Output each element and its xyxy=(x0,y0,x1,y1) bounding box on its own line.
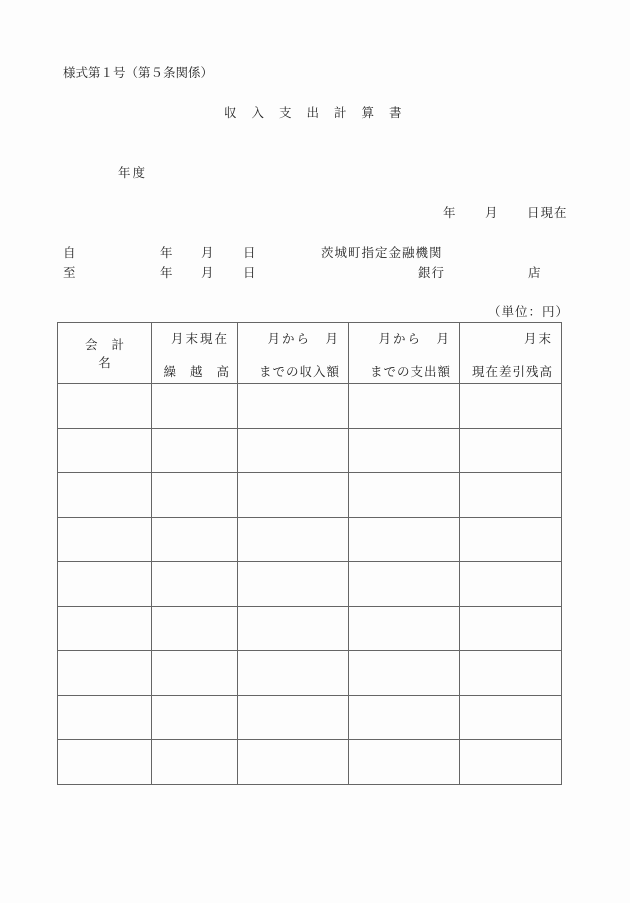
cell-expenditure[interactable] xyxy=(349,695,460,740)
period-from-label: 自 xyxy=(63,245,76,260)
header-balance: 月末 現在差引残高 xyxy=(460,323,562,384)
cell-carried-forward[interactable] xyxy=(152,428,238,473)
cell-expenditure[interactable] xyxy=(349,428,460,473)
header-income: 月から 月 までの収入額 xyxy=(238,323,349,384)
cell-income[interactable] xyxy=(238,606,349,651)
cell-carried-forward[interactable] xyxy=(152,562,238,607)
cell-balance[interactable] xyxy=(460,695,562,740)
table-row xyxy=(58,740,562,785)
cell-income[interactable] xyxy=(238,428,349,473)
cell-account-name[interactable] xyxy=(58,428,152,473)
cell-income[interactable] xyxy=(238,695,349,740)
cell-balance[interactable] xyxy=(460,740,562,785)
cell-carried-forward[interactable] xyxy=(152,517,238,562)
cell-account-name[interactable] xyxy=(58,562,152,607)
period-from-day: 日 xyxy=(243,245,256,260)
cell-balance[interactable] xyxy=(460,473,562,518)
cell-account-name[interactable] xyxy=(58,695,152,740)
period-to-day: 日 xyxy=(243,265,256,280)
cell-income[interactable] xyxy=(238,740,349,785)
cell-carried-forward[interactable] xyxy=(152,384,238,429)
cell-balance[interactable] xyxy=(460,384,562,429)
cell-balance[interactable] xyxy=(460,428,562,473)
cell-expenditure[interactable] xyxy=(349,473,460,518)
cell-account-name[interactable] xyxy=(58,473,152,518)
cell-account-name[interactable] xyxy=(58,606,152,651)
cell-account-name[interactable] xyxy=(58,384,152,429)
cell-income[interactable] xyxy=(238,517,349,562)
period-to-label: 至 xyxy=(63,265,76,280)
period-from-month: 月 xyxy=(201,245,214,260)
table-row xyxy=(58,428,562,473)
cell-carried-forward[interactable] xyxy=(152,606,238,651)
cell-expenditure[interactable] xyxy=(349,651,460,696)
form-number: 様式第１号（第５条関係） xyxy=(63,65,214,80)
cell-account-name[interactable] xyxy=(58,517,152,562)
header-carried-forward: 月末現在 繰越高 xyxy=(152,323,238,384)
cell-account-name[interactable] xyxy=(58,651,152,696)
period-to-year: 年 xyxy=(160,265,173,280)
cell-income[interactable] xyxy=(238,651,349,696)
cell-carried-forward[interactable] xyxy=(152,651,238,696)
table-header-row xyxy=(58,323,562,384)
cell-expenditure[interactable] xyxy=(349,517,460,562)
cell-income[interactable] xyxy=(238,384,349,429)
cell-balance[interactable] xyxy=(460,517,562,562)
period-from-year: 年 xyxy=(160,245,173,260)
table-row xyxy=(58,562,562,607)
cell-carried-forward[interactable] xyxy=(152,473,238,518)
table-row xyxy=(58,384,562,429)
cell-expenditure[interactable] xyxy=(349,384,460,429)
document-title: 収入支出計算書 xyxy=(224,105,417,120)
cell-income[interactable] xyxy=(238,473,349,518)
cell-balance[interactable] xyxy=(460,606,562,651)
cell-expenditure[interactable] xyxy=(349,606,460,651)
table-row xyxy=(58,473,562,518)
cell-expenditure[interactable] xyxy=(349,740,460,785)
branch-suffix: 店 xyxy=(528,265,541,280)
header-expenditure: 月から 月 までの支出額 xyxy=(349,323,460,384)
cell-expenditure[interactable] xyxy=(349,562,460,607)
bank-suffix: 銀行 xyxy=(418,265,446,280)
table-row xyxy=(58,517,562,562)
unit-label: （単位：円） xyxy=(488,304,570,319)
fiscal-year-label: 年度 xyxy=(118,165,148,180)
as-of-year: 年 xyxy=(443,205,456,220)
table-row xyxy=(58,651,562,696)
cell-account-name[interactable] xyxy=(58,740,152,785)
table-row xyxy=(58,695,562,740)
table-row xyxy=(58,606,562,651)
cell-carried-forward[interactable] xyxy=(152,695,238,740)
cell-balance[interactable] xyxy=(460,562,562,607)
income-expenditure-table xyxy=(57,322,562,785)
cell-carried-forward[interactable] xyxy=(152,740,238,785)
cell-balance[interactable] xyxy=(460,651,562,696)
as-of-month: 月 xyxy=(485,205,498,220)
as-of-day: 日現在 xyxy=(527,205,568,220)
designated-bank-label: 茨城町指定金融機関 xyxy=(321,245,443,260)
period-to-month: 月 xyxy=(201,265,214,280)
header-account-name: 会計名 xyxy=(58,323,152,384)
cell-income[interactable] xyxy=(238,562,349,607)
